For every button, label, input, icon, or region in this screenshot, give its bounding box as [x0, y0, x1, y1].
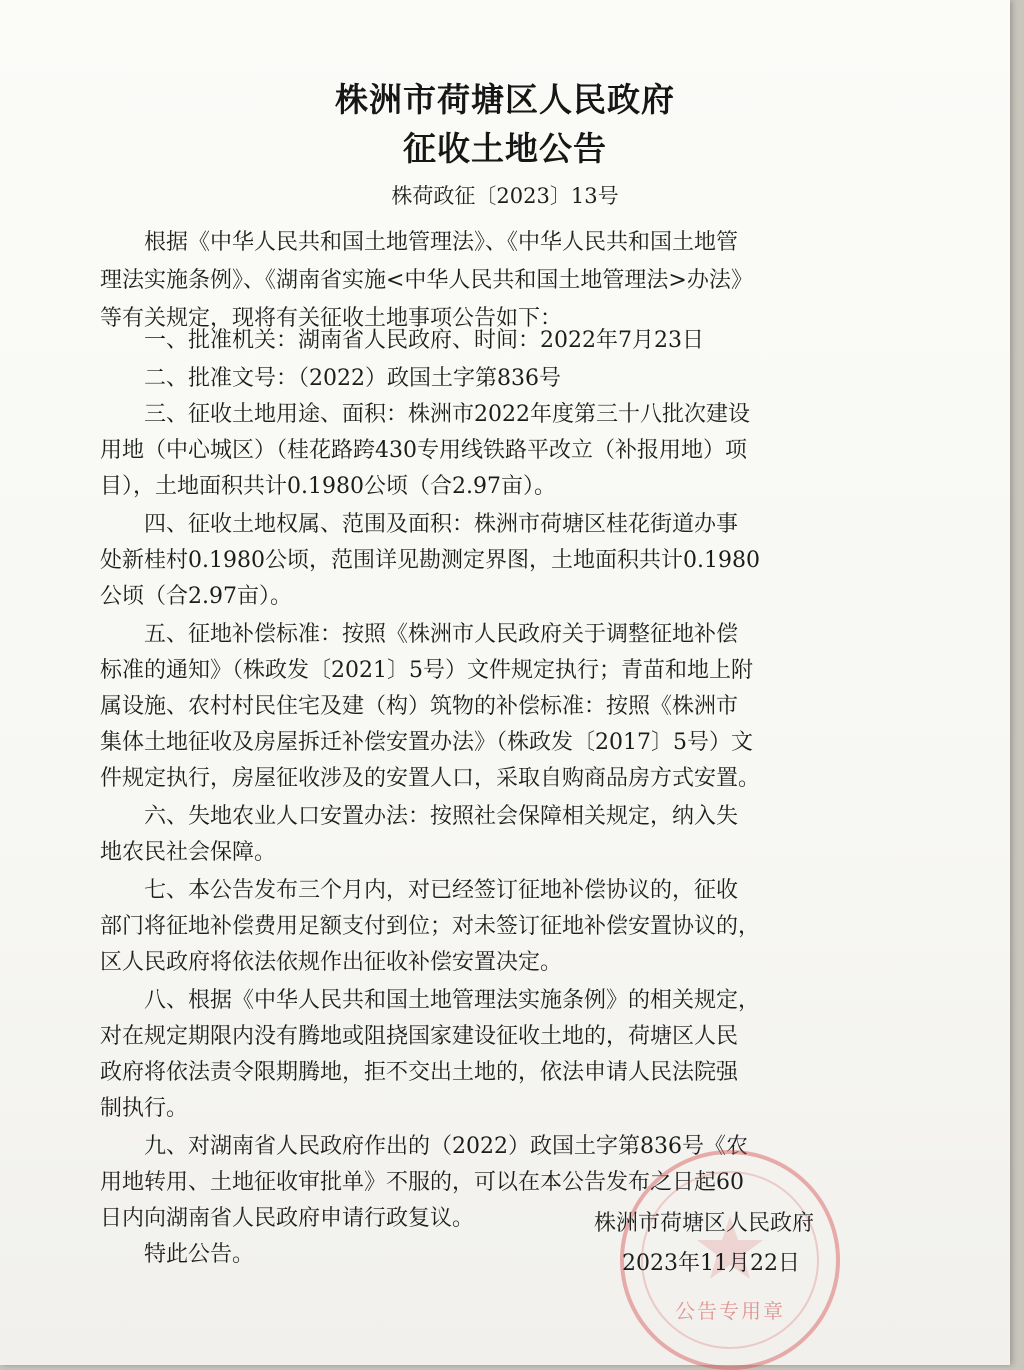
body-line: 二、批准文号：（2022）政国土字第836号: [100, 366, 561, 391]
signature-date: 2023年11月22日: [622, 1251, 800, 1276]
body-line: 地农民社会保障。: [100, 840, 277, 865]
body-line: 理法实施条例》、《湖南省实施<中华人民共和国土地管理法>办法》: [100, 268, 753, 293]
body-line: 对在规定期限内没有腾地或阻挠国家建设征收土地的，荷塘区人民: [100, 1024, 739, 1049]
body-line: 一、批准机关：湖南省人民政府、时间：2022年7月23日: [100, 328, 704, 353]
body-line: 三、征收土地用途、面积：株洲市2022年度第三十八批次建设: [100, 402, 750, 427]
body-line: 区人民政府将依法依规作出征收补偿安置决定。: [100, 950, 563, 975]
signature-org: 株洲市荷塘区人民政府: [594, 1211, 815, 1236]
body-line: 目），土地面积共计0.1980公顷（合2.97亩）。: [100, 474, 556, 499]
body-line: 四、征收土地权属、范围及面积：株洲市荷塘区桂花街道办事: [100, 512, 739, 537]
body-line: 属设施、农村村民住宅及建（构）筑物的补偿标准：按照《株洲市: [100, 694, 739, 719]
body-line: 等有关规定，现将有关征收土地事项公告如下：: [100, 306, 563, 331]
body-line: 公顷（合2.97亩）。: [100, 584, 292, 609]
body-line: 特此公告。: [100, 1242, 255, 1267]
body-line: 集体土地征收及房屋拆迁补偿安置办法》（株政发〔2017〕5号）文: [100, 730, 753, 755]
body-line: 制执行。: [100, 1096, 189, 1121]
body-line: 七、本公告发布三个月内，对已经签订征地补偿协议的，征收: [100, 878, 739, 903]
body-line: 六、失地农业人口安置办法：按照社会保障相关规定，纳入失: [100, 804, 739, 829]
document-subtitle: 征收土地公告: [403, 129, 607, 168]
body-line: 九、对湖南省人民政府作出的（2022）政国土字第836号《农: [100, 1134, 748, 1159]
body-line: 用地（中心城区）（桂花路跨430专用线铁路平改立（补报用地）项: [100, 438, 747, 463]
body-line: 用地转用、土地征收审批单》不服的，可以在本公告发布之日起60: [100, 1170, 744, 1195]
body-line: 八、根据《中华人民共和国土地管理法实施条例》的相关规定，: [100, 988, 761, 1013]
body-line: 根据《中华人民共和国土地管理法》、《中华人民共和国土地管: [100, 230, 739, 255]
seal-label: 公告专用章: [675, 1299, 785, 1323]
body-line: 标准的通知》（株政发〔2021〕5号）文件规定执行；青苗和地上附: [100, 658, 753, 683]
body-line: 五、征地补偿标准：按照《株洲市人民政府关于调整征地补偿: [100, 622, 739, 647]
body-line: 部门将征地补偿费用足额支付到位；对未签订征地补偿安置协议的，: [100, 914, 761, 939]
body-line: 政府将依法责令限期腾地，拒不交出土地的，依法申请人民法院强: [100, 1060, 739, 1085]
document-title: 株洲市荷塘区人民政府: [335, 80, 675, 119]
body-line: 处新桂村0.1980公顷，范围详见勘测定界图，土地面积共计0.1980: [100, 548, 760, 573]
body-line: 日内向湖南省人民政府申请行政复议。: [100, 1206, 475, 1231]
document-number: 株荷政征〔2023〕13号: [391, 184, 619, 208]
body-line: 件规定执行，房屋征收涉及的安置人口，采取自购商品房方式安置。: [100, 766, 761, 791]
